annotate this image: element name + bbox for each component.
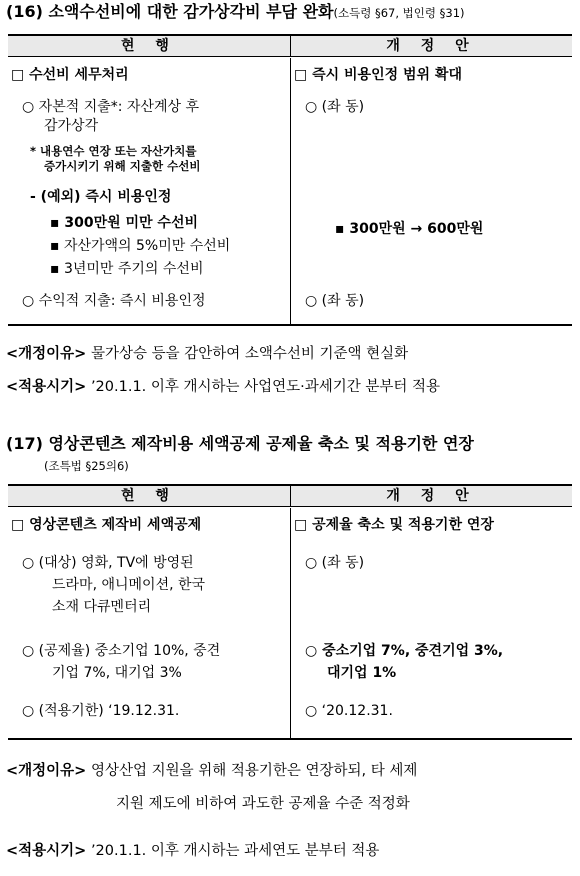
reason-label: <개정이유> (6, 763, 87, 779)
apply-label: <적용시기> (6, 379, 87, 395)
revised-column (291, 58, 572, 324)
current-line: ○ (공제율) 중소기업 10%, 중견 (22, 643, 221, 659)
header-current: 현 행 (8, 36, 291, 56)
revised-line: ○ 중소기업 7%, 중견기업 3%, (305, 643, 504, 659)
current-line: ○ 수익적 지출: 즉시 비용인정 (22, 293, 206, 309)
header-revised: 개 정 안 (386, 488, 477, 504)
current-column (8, 58, 291, 324)
current-line: - (예외) 즉시 비용인정 (30, 189, 172, 205)
section16-legal-ref: (소득령 §67, 법인령 §31) (333, 6, 465, 20)
current-line: ▪ 300만원 미만 수선비 (50, 215, 199, 231)
apply-text: ’20.1.1. 이후 개시하는 과세연도 분부터 적용 (90, 843, 380, 859)
revised-line: ○ ‘20.12.31. (305, 703, 393, 719)
revised-heading: □ 즉시 비용인정 범위 확대 (294, 67, 462, 83)
section16-title-text: (16) 소액수선비에 대한 감가상각비 부담 완화 (6, 2, 334, 21)
revised-line: ○ (좌 동) (305, 99, 365, 115)
current-heading: □ 수선비 세무처리 (11, 67, 129, 83)
section17-reason (6, 760, 417, 782)
current-line: ○ (대상) 영화, TV에 방영된 (22, 555, 194, 571)
header-current: 현 행 (8, 486, 291, 506)
revised-heading: □ 공제율 축소 및 적용기한 연장 (294, 517, 494, 533)
apply-text: ’20.1.1. 이후 개시하는 사업연도·과세기간 분부터 적용 (90, 379, 441, 395)
reason-text: 영상산업 지원을 위해 적용기한은 연장하되, 타 세제 (90, 763, 418, 779)
current-line: 드라마, 애니메이션, 한국 (52, 577, 206, 593)
current-line: ○ (적용기한) ‘19.12.31. (22, 703, 180, 719)
section16-reason (6, 343, 408, 365)
footnote: * 내용연수 연장 또는 자산가치를 (30, 144, 197, 158)
footnote: 증가시키기 위해 지출한 수선비 (44, 159, 201, 173)
apply-label: <적용시기> (6, 843, 87, 859)
current-line: ▪ 3년미만 주기의 수선비 (50, 261, 204, 277)
revised-column (291, 508, 572, 738)
section17-comparison-table (8, 484, 572, 740)
reason-label: <개정이유> (6, 346, 87, 362)
section16-title (6, 2, 465, 23)
reason-text: 물가상승 등을 감안하여 소액수선비 기준액 현실화 (90, 346, 409, 362)
current-line: 기업 7%, 대기업 3% (52, 665, 182, 681)
section17-legal-ref: (조특법 §25의6) (44, 459, 129, 473)
section16-comparison-table (8, 34, 572, 326)
section17-apply (6, 840, 379, 862)
section17-reason-cont: 지원 제도에 비하여 과도한 공제율 수준 적정화 (116, 796, 410, 812)
revised-line: ○ (좌 동) (305, 293, 365, 309)
revised-line: ▪ 300만원 → 600만원 (335, 221, 484, 237)
revised-line: ○ (좌 동) (305, 555, 365, 571)
current-heading: □ 영상콘텐츠 제작비 세액공제 (11, 517, 202, 533)
current-line: ▪ 자산가액의 5%미만 수선비 (50, 238, 231, 254)
revised-line: 대기업 1% (327, 665, 397, 681)
header-revised: 개 정 안 (386, 38, 477, 54)
current-column (8, 508, 291, 738)
section16-apply (6, 376, 440, 398)
current-line: ○ 자본적 지출*: 자산계상 후 (22, 99, 199, 115)
current-line: 소재 다큐멘터리 (52, 599, 152, 615)
table-header (8, 36, 572, 57)
section17-title: (17) 영상콘텐츠 제작비용 세액공제 공제율 축소 및 적용기한 연장 (6, 434, 474, 453)
table-header (8, 486, 572, 507)
current-line: 감가상각 (44, 118, 99, 134)
